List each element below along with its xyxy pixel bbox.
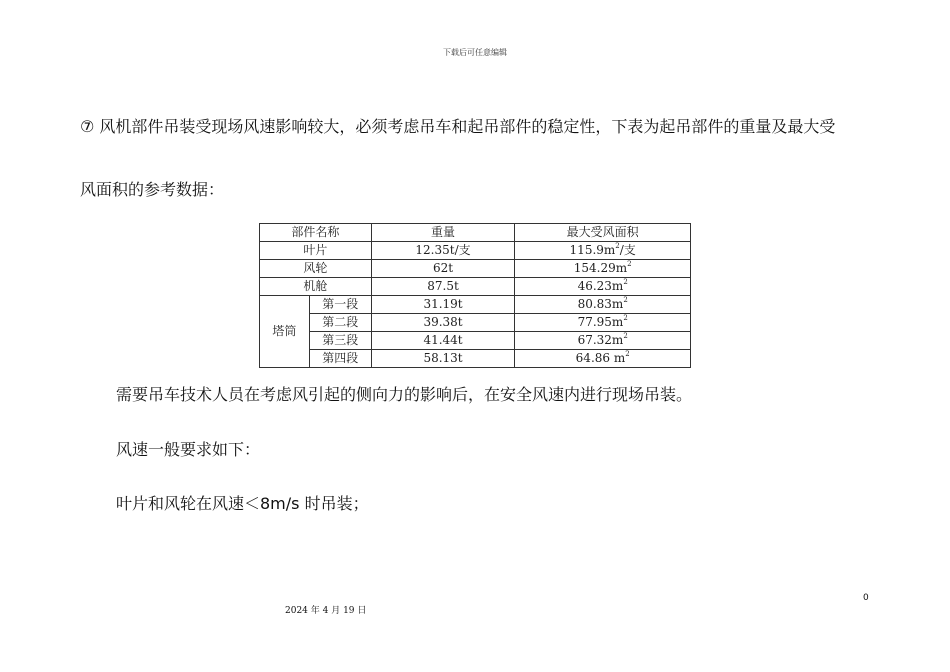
paragraph-wind-speed-intro: 风速一般要求如下： (116, 440, 261, 459)
table-row (260, 332, 691, 350)
table-row (260, 314, 691, 332)
cell-area: $67.32m^2$ (515, 332, 691, 350)
cell-weight: 39.38t (371, 314, 515, 332)
page-header: 下载后可任意编辑 (443, 48, 507, 57)
paragraph-wind-impact: ⑦ 风机部件吊装受现场风速影响较大，必须考虑吊车和起吊部件的稳定性，下表为起吊部件的重量及最大受 (80, 117, 836, 136)
cell-weight: 41.44t (371, 332, 515, 350)
cell-name: 机舱 (260, 278, 372, 296)
table-row (260, 242, 691, 260)
cell-weight: 58.13t (371, 350, 515, 368)
cell-area: $80.83m^2$ (515, 296, 691, 314)
cell-segment-name: 第一段 (309, 296, 371, 314)
component-data-table (259, 223, 691, 368)
page-number: 0 (863, 593, 869, 603)
cell-name: 风轮 (260, 260, 372, 278)
cell-segment-name: 第二段 (309, 314, 371, 332)
cell-tower-label: 塔筒 (260, 296, 310, 368)
cell-area: $115.9m^2/$支 (515, 242, 691, 260)
cell-area: $46.23m^2$ (515, 278, 691, 296)
table-header-row (260, 224, 691, 242)
paragraph-crane-requirement: 需要吊车技术人员在考虑风引起的侧向力的影响后，在安全风速内进行现场吊装。 (116, 385, 693, 404)
cell-segment-name: 第四段 (309, 350, 371, 368)
cell-area: $77.95m^2$ (515, 314, 691, 332)
cell-area: 64.86 $m^2$ (515, 350, 691, 368)
cell-weight: 12.35t/支 (371, 242, 515, 260)
cell-area: $154.29m^2$ (515, 260, 691, 278)
header-weight: 重量 (371, 224, 515, 242)
cell-weight: 87.5t (371, 278, 515, 296)
cell-weight: 31.19t (371, 296, 515, 314)
cell-segment-name: 第三段 (309, 332, 371, 350)
cell-weight: 62t (371, 260, 515, 278)
table-row (260, 278, 691, 296)
paragraph-reference-data: 风面积的参考数据： (80, 180, 225, 199)
table-row (260, 350, 691, 368)
cell-name: 叶片 (260, 242, 372, 260)
footer-date: 2024 年 4 月 19 日 (285, 606, 367, 616)
table-row (260, 296, 691, 314)
header-max-wind-area: 最大受风面积 (515, 224, 691, 242)
table-row (260, 260, 691, 278)
paragraph-blade-hoist-rule: 叶片和风轮在风速＜8m/s 时吊装； (116, 494, 369, 513)
header-component-name: 部件名称 (260, 224, 372, 242)
